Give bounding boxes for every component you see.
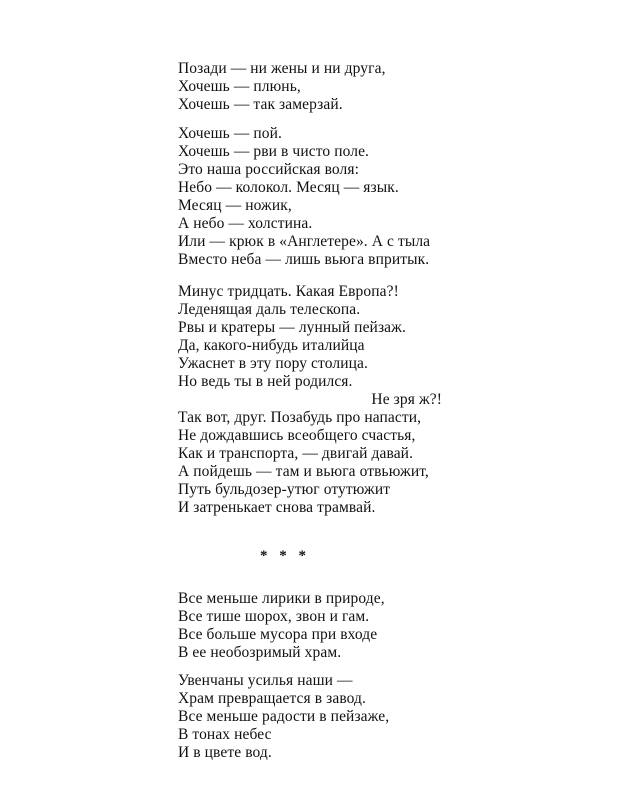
section-separator: * * * xyxy=(260,548,310,564)
poem-line: И затренькает снова трамвай. xyxy=(178,499,376,516)
poem-line: Хочешь — пой. xyxy=(178,125,283,142)
poem-line: Но ведь ты в ней родился. xyxy=(178,373,353,390)
poem-line: Это наша российская воля: xyxy=(178,161,360,178)
poem-line: Да, какого-нибудь италийца xyxy=(178,337,365,354)
poem-line: Как и транспорта, — двигай давай. xyxy=(178,445,414,462)
poem-line: Месяц — ножик, xyxy=(178,197,292,214)
poem-line: Так вот, друг. Позабудь про напасти, xyxy=(178,409,422,426)
poem-line: Все меньше радости в пейзаже, xyxy=(178,708,390,725)
poem-line: Ужаснет в эту пору столица. xyxy=(178,355,368,372)
poem-line: Вместо неба — лишь вьюга впритык. xyxy=(178,251,430,268)
poem-line: Хочешь — плюнь, xyxy=(178,78,301,95)
poem-line: Увенчаны усилья наши — xyxy=(178,672,353,689)
poem-line: Небо — колокол. Месяц — язык. xyxy=(178,179,399,196)
poem-line: Или — крюк в «Англетере». А с тыла xyxy=(178,233,431,250)
poem-line: Все тише шорох, звон и гам. xyxy=(178,608,370,625)
poem-line: Хочешь — так замерзай. xyxy=(178,96,343,113)
poem-line: Хочешь — рви в чисто поле. xyxy=(178,143,370,160)
poem-line: Все больше мусора при входе xyxy=(178,626,378,643)
poem-line-indented: Не зря ж?! xyxy=(371,391,442,408)
poem-line: В ее необозримый храм. xyxy=(178,644,342,661)
poem-line: Все меньше лирики в природе, xyxy=(178,590,385,607)
poem-line: Путь бульдозер-утюг отутюжит xyxy=(178,481,391,498)
poem-line: Позади — ни жены и ни друга, xyxy=(178,60,386,77)
poem-line: Храм превращается в завод. xyxy=(178,690,366,707)
poem-line: Не дождавшись всеобщего счастья, xyxy=(178,427,416,444)
poem-line: В тонах небес xyxy=(178,726,272,743)
poem-line: А пойдешь — там и вьюга отвьюжит, xyxy=(178,463,429,480)
poem-line: И в цвете вод. xyxy=(178,744,272,761)
poem-line: Минус тридцать. Какая Европа?! xyxy=(178,283,399,300)
poem-line: А небо — холстина. xyxy=(178,215,313,232)
poem-line: Леденящая даль телескопа. xyxy=(178,301,361,318)
poem-line: Рвы и кратеры — лунный пейзаж. xyxy=(178,319,406,336)
